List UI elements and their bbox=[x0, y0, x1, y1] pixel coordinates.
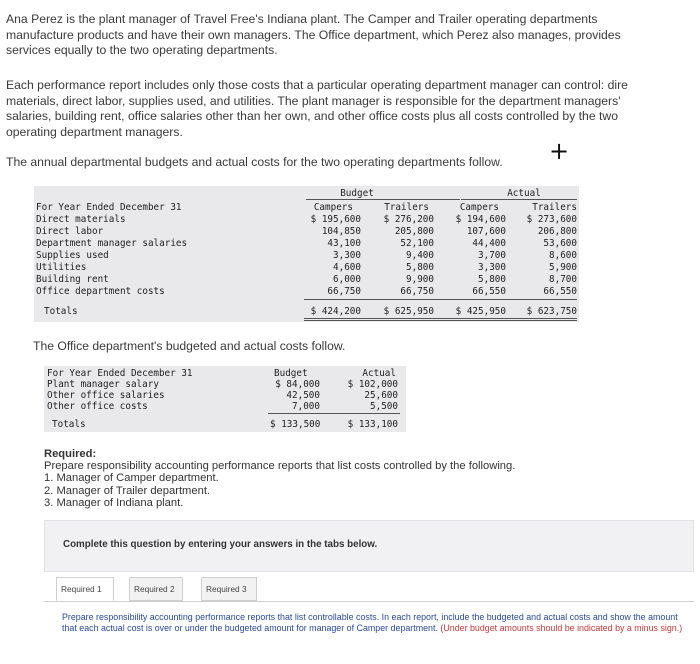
actual-header: Actual bbox=[507, 188, 541, 199]
row-value: 66,550 bbox=[543, 286, 577, 297]
row-label: Supplies used bbox=[36, 250, 109, 261]
instructions-box-text: Complete this question by entering your answers in the tabs below. bbox=[63, 539, 378, 550]
row-label: Plant manager salary bbox=[47, 379, 159, 390]
performance-line: materials, direct labor, supplies used, and utilities. The plant manager is responsible for the department managers' bbox=[6, 93, 621, 108]
row-label: Other office costs bbox=[47, 401, 148, 412]
required-item: 1. Manager of Camper department. bbox=[44, 472, 219, 485]
col-header-budget: Budget bbox=[274, 368, 308, 379]
row-value: 6,000 bbox=[333, 274, 361, 285]
required-item: 2. Manager of Trailer department. bbox=[44, 484, 211, 497]
row-value: 9,900 bbox=[406, 274, 434, 285]
row-value: 3,700 bbox=[478, 250, 506, 261]
row-label: Office department costs bbox=[36, 286, 165, 297]
period-label: For Year Ended December 31 bbox=[47, 368, 193, 379]
row-label-totals: Totals bbox=[44, 306, 78, 317]
row-value-total: $ 623,750 bbox=[526, 306, 577, 317]
row-label: Direct materials bbox=[36, 214, 126, 225]
row-value-total: $ 133,500 bbox=[270, 419, 321, 430]
row-label: Department manager salaries bbox=[36, 238, 188, 249]
performance-paragraph bbox=[6, 78, 696, 140]
row-value: $ 102,000 bbox=[347, 379, 398, 390]
row-value: 205,800 bbox=[394, 226, 434, 237]
totals-underline bbox=[304, 299, 577, 300]
office-costs-text: The Office department's budgeted and actual costs follow. bbox=[33, 339, 346, 353]
office-costs-table bbox=[44, 366, 406, 432]
required-heading: Required: bbox=[44, 448, 97, 460]
row-value-total: $ 133,100 bbox=[347, 419, 398, 430]
intro-line: Ana Perez is the plant manager of Travel Free's Indiana plant. The Camper and Trailer operating departments bbox=[6, 12, 598, 26]
row-value: 5,800 bbox=[478, 274, 506, 285]
intro-line: services equally to the two operating departments. bbox=[6, 43, 278, 57]
row-value: 3,300 bbox=[478, 262, 506, 273]
intro-paragraph bbox=[6, 12, 696, 59]
row-value: 5,500 bbox=[370, 401, 398, 412]
performance-line: operating department managers. bbox=[6, 124, 183, 139]
required-item: 3. Manager of Indiana plant. bbox=[44, 496, 184, 509]
budget-header: Budget bbox=[340, 188, 374, 199]
row-label: Other office salaries bbox=[47, 390, 165, 401]
tab-instructions bbox=[62, 612, 687, 633]
actual-underline bbox=[461, 199, 577, 200]
row-value: 104,850 bbox=[321, 226, 361, 237]
row-label: Building rent bbox=[36, 274, 109, 285]
row-value: 8,600 bbox=[549, 250, 577, 261]
required-section bbox=[44, 448, 684, 509]
row-value-total: $ 425,950 bbox=[455, 306, 506, 317]
col-header-actual-campers: Campers bbox=[459, 202, 499, 213]
row-value: 107,600 bbox=[466, 226, 506, 237]
tab-required-2[interactable]: Required 2 bbox=[129, 577, 183, 601]
row-value: 206,800 bbox=[537, 226, 577, 237]
budget-underline bbox=[306, 199, 460, 200]
col-header-actual-trailers: Trailers bbox=[532, 202, 577, 213]
performance-line: salaries, building rent, office salaries other than her own, and other office costs plus all costs controlled by the two bbox=[6, 109, 618, 123]
row-value: $ 276,200 bbox=[383, 214, 434, 225]
row-value-total: $ 625,950 bbox=[383, 306, 434, 317]
row-value-total: $ 424,200 bbox=[310, 306, 361, 317]
performance-line: Each performance report includes only those costs that a particular operating department manager can control: dire bbox=[6, 78, 628, 92]
intro-line: manufacture products and have their own managers. The Office department, which Perez also manages, provides bbox=[6, 27, 621, 42]
department-costs-table bbox=[34, 186, 579, 322]
row-value: 9,400 bbox=[406, 250, 434, 261]
totals-underline bbox=[268, 413, 400, 414]
col-header-budget-campers: Campers bbox=[313, 202, 353, 213]
row-value: 3,300 bbox=[333, 250, 361, 261]
row-value: 8,700 bbox=[549, 274, 577, 285]
row-value: 4,600 bbox=[333, 262, 361, 273]
plus-cursor-icon: + bbox=[549, 137, 570, 165]
row-value: $ 194,600 bbox=[455, 214, 506, 225]
tab-instructions-hint: (Under budget amounts should be indicated by a minus sign.) bbox=[440, 622, 683, 633]
row-value: 52,100 bbox=[400, 238, 434, 249]
row-value: 66,750 bbox=[400, 286, 434, 297]
row-value: 53,600 bbox=[543, 238, 577, 249]
col-header-budget-trailers: Trailers bbox=[384, 202, 429, 213]
row-value: 7,000 bbox=[292, 401, 320, 412]
row-value: 25,600 bbox=[364, 390, 398, 401]
row-value: 66,750 bbox=[327, 286, 361, 297]
row-value: 66,550 bbox=[472, 286, 506, 297]
row-value: $ 84,000 bbox=[275, 379, 320, 390]
row-value: 5,900 bbox=[549, 262, 577, 273]
row-value: 43,100 bbox=[327, 238, 361, 249]
col-header-actual: Actual bbox=[362, 368, 396, 379]
row-value: 42,500 bbox=[286, 390, 320, 401]
row-value: 5,800 bbox=[406, 262, 434, 273]
tab-bar-rule bbox=[44, 601, 694, 602]
row-label: Utilities bbox=[36, 262, 87, 273]
period-label: For Year Ended December 31 bbox=[36, 202, 182, 213]
row-label-totals: Totals bbox=[52, 419, 86, 430]
row-value: $ 273,600 bbox=[526, 214, 577, 225]
annual-costs-text: The annual departmental budgets and actual costs for the two operating departments follow. bbox=[6, 155, 503, 169]
tab-instructions-main: Prepare responsibility accounting performance reports that list controllable costs. In each report, include the budgeted and actual costs and show the amount that each actual cost is over or under the budgeted amount for manager of Camper department. bbox=[62, 612, 678, 633]
row-label: Direct labor bbox=[36, 226, 104, 237]
tab-required-3[interactable]: Required 3 bbox=[201, 577, 257, 601]
row-value: $ 195,600 bbox=[310, 214, 361, 225]
required-prompt: Prepare responsibility accounting performance reports that list costs controlled by the following. bbox=[44, 460, 516, 473]
tab-required-1[interactable]: Required 1 bbox=[56, 577, 114, 601]
row-value: 44,400 bbox=[472, 238, 506, 249]
double-underline bbox=[304, 318, 577, 321]
